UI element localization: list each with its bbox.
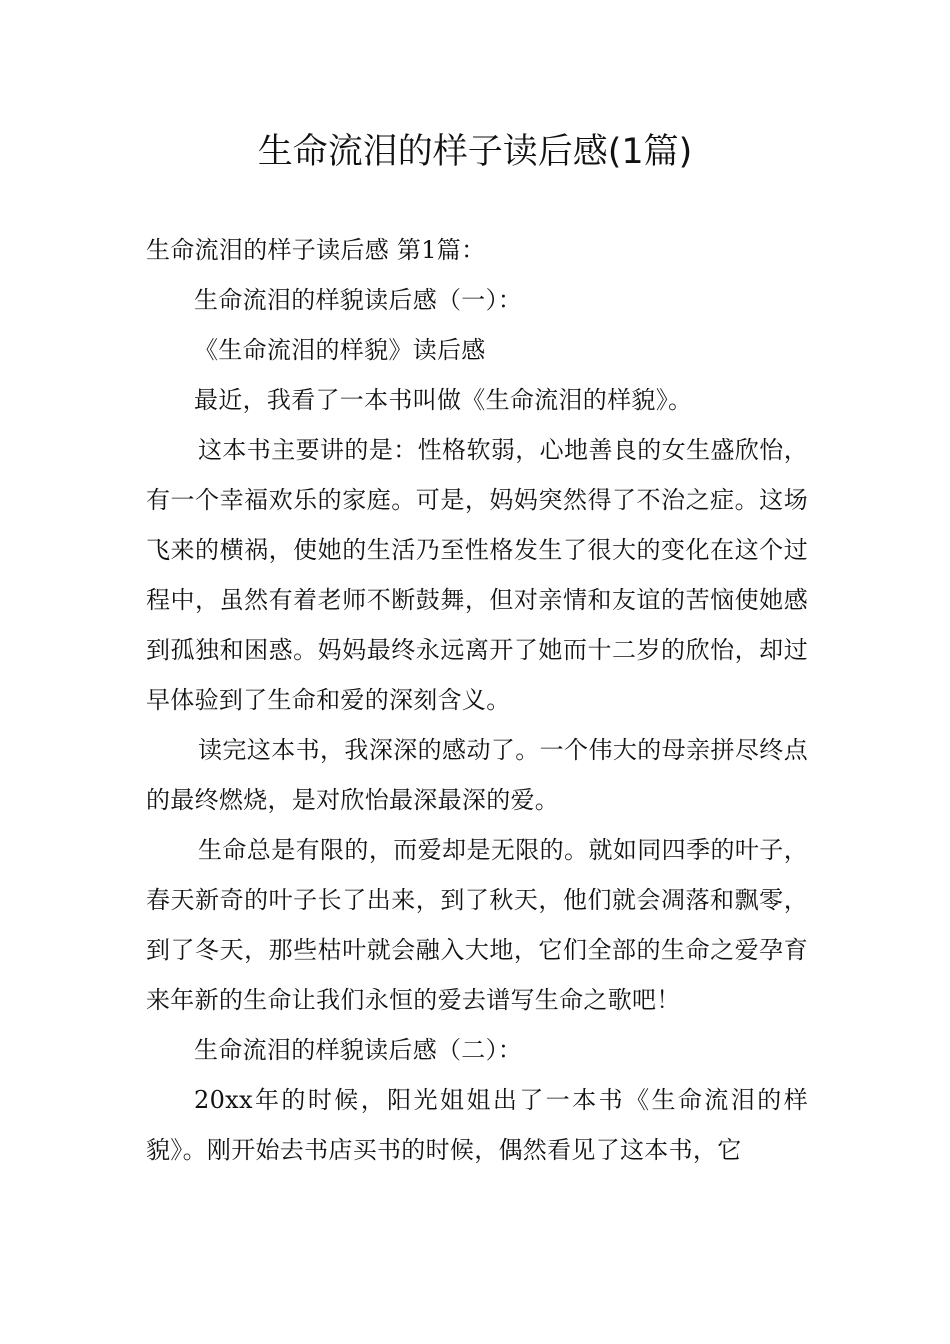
document-body [146, 225, 808, 1175]
paragraph: 生命总是有限的，而爱却是无限的。就如同四季的叶子，春天新奇的叶子长了出来，到了秋天，他们就会凋落和飘零，到了冬天，那些枯叶就会融入大地，它们全部的生命之爱孕育来年新的生命让我们永恒的爱去谱写生命之歌吧！ [146, 836, 808, 1014]
paragraph: 读完这本书，我深深的感动了。一个伟大的母亲拼尽终点的最终燃烧，是对欣怡最深最深的爱。 [146, 736, 808, 814]
subsection-heading: 生命流泪的样貌读后感（二）： [194, 1036, 523, 1064]
book-title-line: 《生命流泪的样貌》读后感 [194, 336, 486, 364]
subsection-heading: 生命流泪的样貌读后感（一）： [194, 286, 523, 314]
document-title: 生命流泪的样子读后感(1篇) [257, 132, 693, 172]
paragraph: 20xx年的时候，阳光姐姐出了一本书《生命流泪的样貌》。刚开始去书店买书的时候，偶然看见了这本书，它 [146, 1086, 808, 1164]
paragraph: 最近，我看了一本书叫做《生命流泪的样貌》。 [194, 386, 693, 414]
paragraph: 这本书主要讲的是：性格软弱，心地善良的女生盛欣怡，有一个幸福欢乐的家庭。可是，妈妈突然得了不治之症。这场飞来的横祸，使她的生活乃至性格发生了很大的变化在这个过程中，虽然有着老师不断鼓舞，但对亲情和友谊的苦恼使她感到孤独和困惑。妈妈最终永远离开了她而十二岁的欣怡，却过早体验到了生命和爱的深刻含义。 [146, 436, 808, 714]
section-heading: 生命流泪的样子读后感 第1篇： [146, 236, 486, 264]
